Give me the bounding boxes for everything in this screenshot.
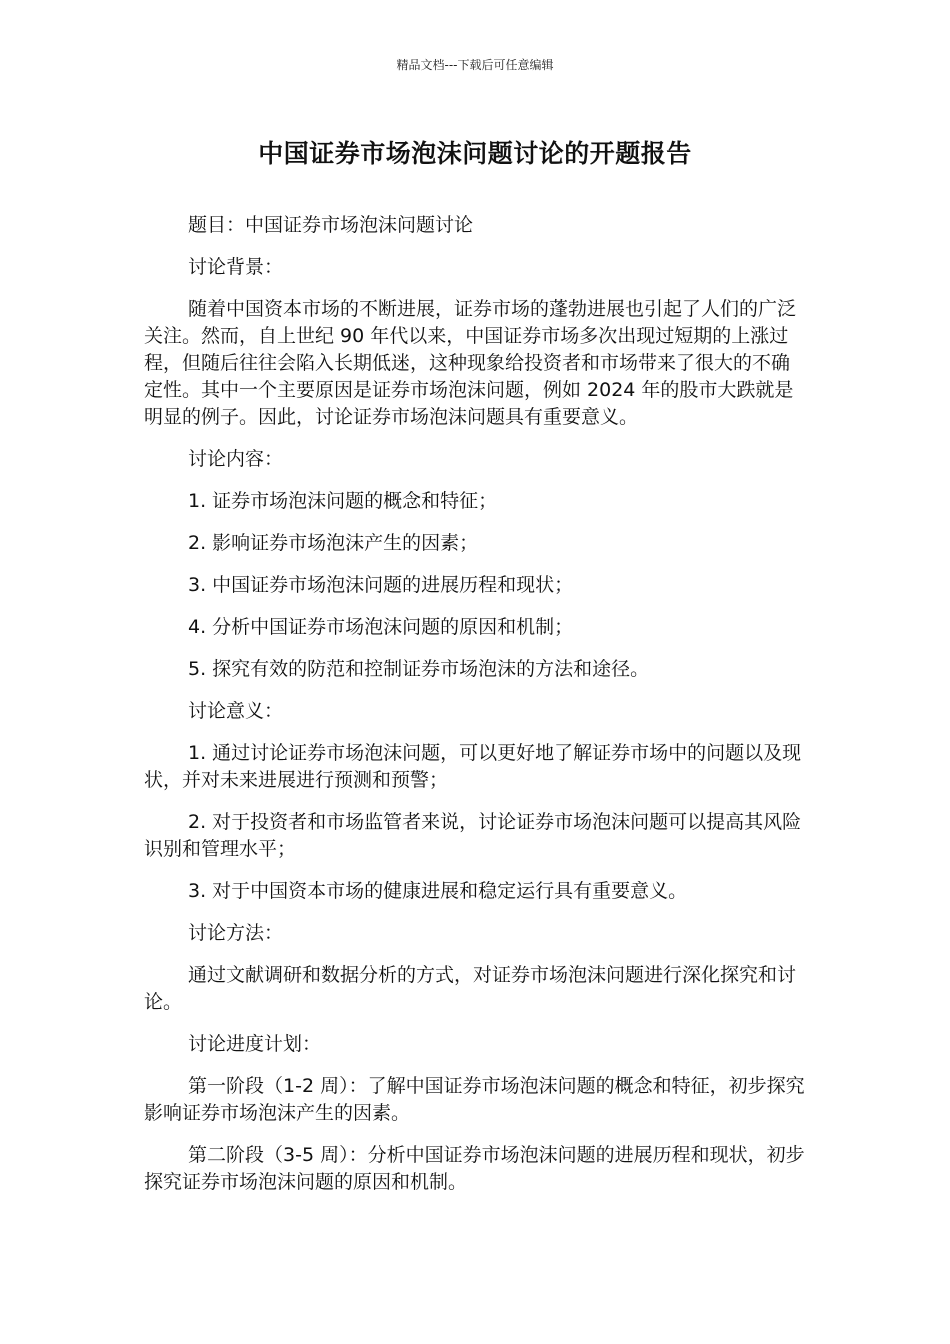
content-item-4: 4. 分析中国证券市场泡沫问题的原因和机制；: [188, 616, 574, 638]
content-item-2: 2. 影响证券市场泡沫产生的因素；: [188, 532, 479, 554]
method-paragraph: 通过文献调研和数据分析的方式，对证券市场泡沫问题进行深化探究和讨论。: [144, 964, 797, 1013]
section-heading-method: 讨论方法：: [188, 922, 284, 944]
content-item-3: 3. 中国证券市场泡沫问题的进展历程和现状；: [188, 574, 574, 596]
section-heading-background: 讨论背景：: [188, 256, 284, 278]
background-paragraph: 随着中国资本市场的不断进展，证券市场的蓬勃进展也引起了人们的广泛关注。然而，自上世纪 90 年代以来，中国证券市场多次出现过短期的上涨过程，但随后往往会陷入长期低迷，这种现象给投资者和市场带来了很大的不确定性。其中一个主要原因是证券市场泡沫问题，例如 2024 年的股市大跌就是明显的例子。因此，讨论证券市场泡沫问题具有重要意义。: [144, 298, 797, 428]
significance-item-2: 2. 对于投资者和市场监管者来说，讨论证券市场泡沫问题可以提高其风险识别和管理水平；: [144, 811, 802, 860]
significance-item-3: 3. 对于中国资本市场的健康进展和稳定运行具有重要意义。: [188, 880, 688, 902]
content-item-1: 1. 证券市场泡沫问题的概念和特征；: [188, 490, 498, 512]
document-body: [144, 212, 808, 1211]
header-note: 精品文档---下载后可任意编辑: [396, 58, 554, 72]
schedule-stage-2: 第二阶段（3-5 周）：分析中国证券市场泡沫问题的进展历程和现状，初步探究证券市场泡沫问题的原因和机制。: [144, 1144, 805, 1193]
section-heading-content: 讨论内容：: [188, 448, 284, 470]
content-item-5: 5. 探究有效的防范和控制证券市场泡沫的方法和途径。: [188, 658, 650, 680]
schedule-stage-1: 第一阶段（1-2 周）：了解中国证券市场泡沫问题的概念和特征，初步探究影响证券市场泡沫产生的因素。: [144, 1075, 805, 1124]
significance-item-1: 1. 通过讨论证券市场泡沫问题，可以更好地了解证券市场中的问题以及现状，并对未来进展进行预测和预警；: [144, 742, 802, 791]
document-title: 中国证券市场泡沫问题讨论的开题报告: [258, 139, 692, 168]
topic-line: 题目：中国证券市场泡沫问题讨论: [188, 214, 474, 236]
section-heading-significance: 讨论意义：: [188, 700, 284, 722]
section-heading-schedule: 讨论进度计划：: [188, 1033, 322, 1055]
